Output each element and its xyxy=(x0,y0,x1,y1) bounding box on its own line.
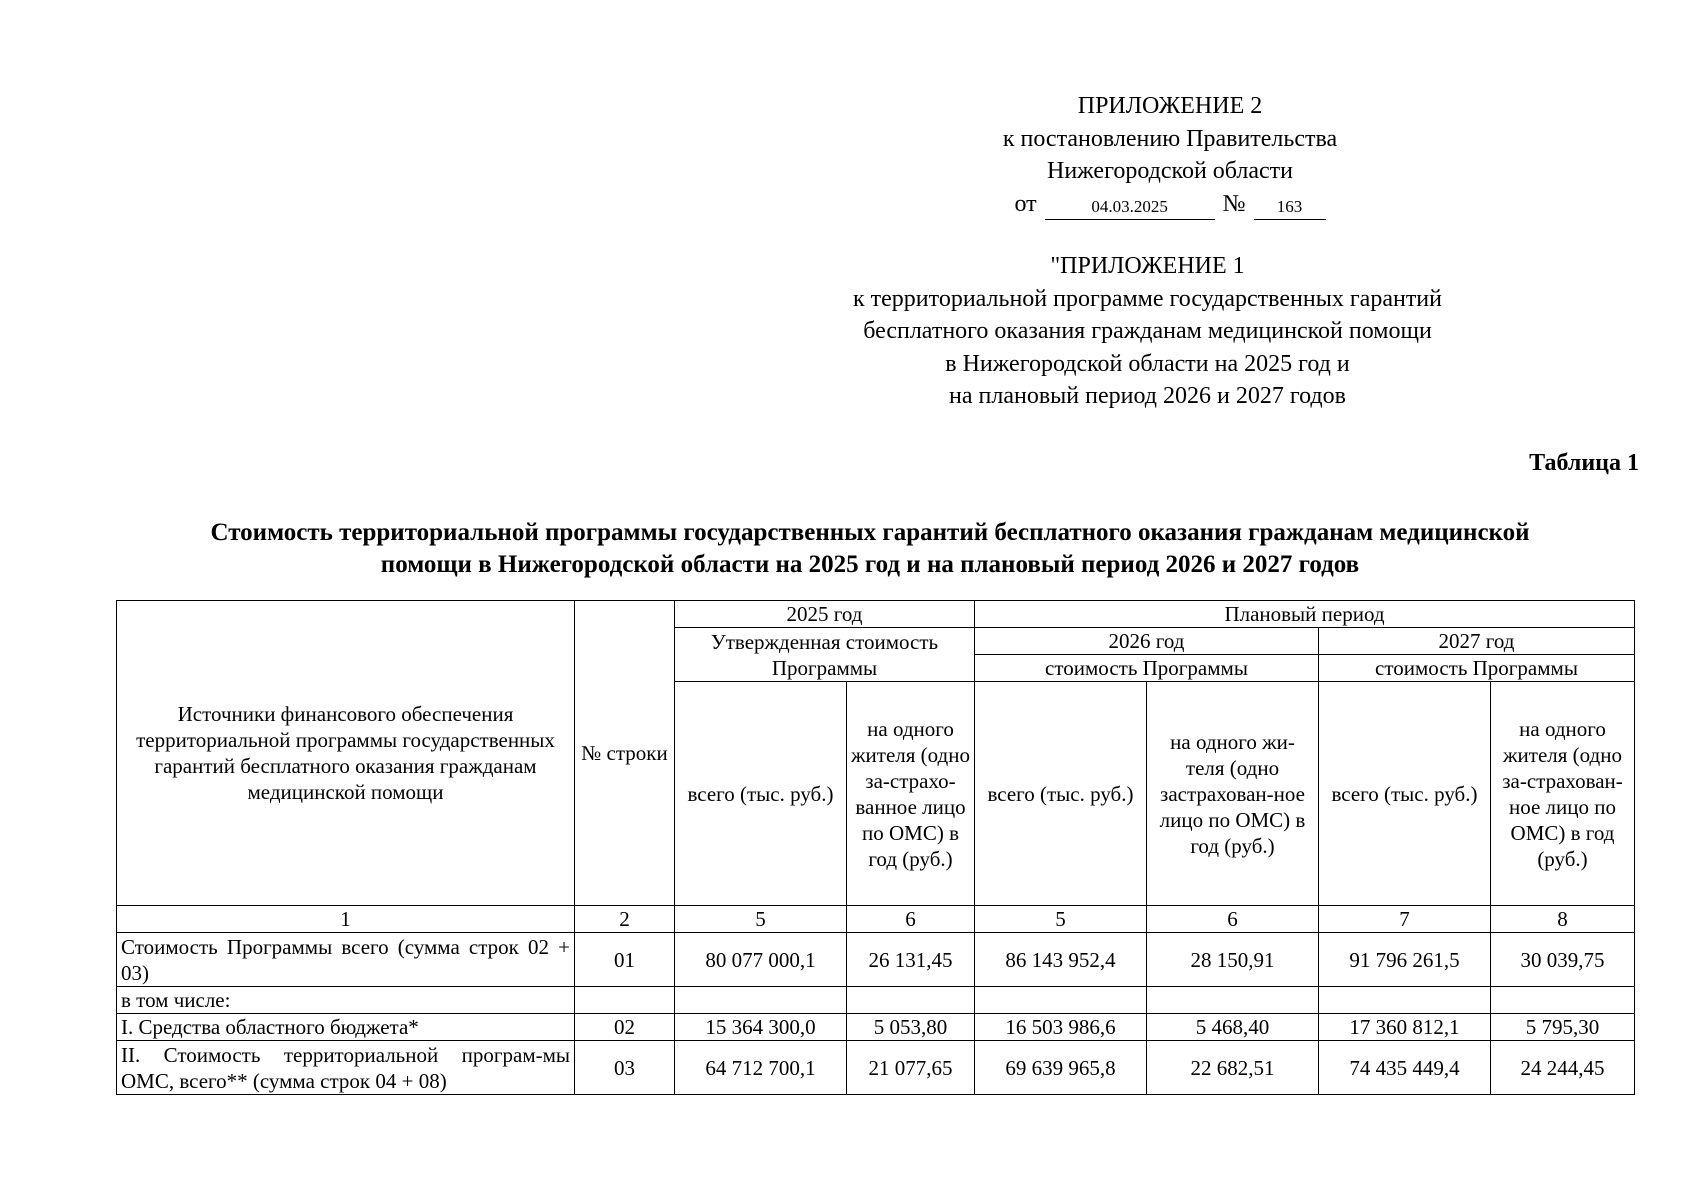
number-field xyxy=(1254,193,1326,220)
cell-value: 15 364 300,0 xyxy=(675,1014,847,1041)
table-row xyxy=(117,1014,1635,1041)
cell-value: 28 150,91 xyxy=(1147,933,1319,987)
col-number: 5 xyxy=(975,906,1147,933)
table-row xyxy=(117,987,1635,1014)
cell-value: 30 039,75 xyxy=(1491,933,1635,987)
cell-value: 74 435 449,4 xyxy=(1319,1041,1491,1095)
appendix1-line2: бесплатного оказания гражданам медицинской помощи xyxy=(863,318,1432,344)
header-year-2027: 2027 год xyxy=(1319,628,1635,655)
cell-value xyxy=(675,987,847,1014)
col-number: 7 xyxy=(1319,906,1491,933)
header-total-2027: всего (тыс. руб.) xyxy=(1319,682,1491,906)
cell-value xyxy=(847,987,975,1014)
col-number: 8 xyxy=(1491,906,1635,933)
document-title-line1: Стоимость территориальной программы государственных гарантий бесплатного оказания гражданам медицинской xyxy=(210,519,1530,546)
row-code: 03 xyxy=(575,1041,675,1095)
row-label: Стоимость Программы всего (сумма строк 02 + 03) xyxy=(117,933,575,987)
cell-value: 86 143 952,4 xyxy=(975,933,1147,987)
row-label: в том числе: xyxy=(117,987,575,1014)
appendix1-line3: в Нижегородской области на 2025 год и xyxy=(945,350,1350,377)
from-label: от xyxy=(1014,190,1037,217)
cell-value: 80 077 000,1 xyxy=(675,933,847,987)
cell-value: 26 131,45 xyxy=(847,933,975,987)
header-planned-period: Плановый период xyxy=(975,601,1635,628)
table-row xyxy=(117,933,1635,987)
header-per-capita-2026: на одного жи-теля (одно застрахован-ное лицо по ОМС) в год (руб.) xyxy=(1147,682,1319,906)
appendix1-title: "ПРИЛОЖЕНИЕ 1 xyxy=(1050,253,1245,279)
appendix2-line1: к постановлению Правительства xyxy=(1002,125,1338,152)
column-numbers-row xyxy=(117,906,1635,933)
header-program-cost-2027: стоимость Программы xyxy=(1319,655,1635,682)
header-total-2026: всего (тыс. руб.) xyxy=(975,682,1147,906)
row-label: I. Средства областного бюджета* xyxy=(117,1014,575,1041)
table-row xyxy=(117,1041,1635,1095)
col-number: 1 xyxy=(117,906,575,933)
row-label: II. Стоимость территориальной програм-мы ОМС, всего** (сумма строк 04 + 08) xyxy=(117,1041,575,1095)
header-year-2025: 2025 год xyxy=(675,601,975,628)
cell-value: 64 712 700,1 xyxy=(675,1041,847,1095)
date-field xyxy=(1045,193,1215,220)
header-row-no: № строки xyxy=(575,601,675,906)
appendix1-line1: к территориальной программе государственных гарантий xyxy=(853,285,1442,312)
col-number: 6 xyxy=(847,906,975,933)
cost-table xyxy=(116,600,1635,1095)
col-number: 6 xyxy=(1147,906,1319,933)
cell-value: 16 503 986,6 xyxy=(975,1014,1147,1041)
cell-value xyxy=(1491,987,1635,1014)
cell-value xyxy=(975,987,1147,1014)
cell-value xyxy=(1147,987,1319,1014)
cell-value: 22 682,51 xyxy=(1147,1041,1319,1095)
appendix2-line2: Нижегородской области xyxy=(1046,158,1294,184)
cell-value: 5 468,40 xyxy=(1147,1014,1319,1041)
cell-value xyxy=(1319,987,1491,1014)
appendix2-title: ПРИЛОЖЕНИЕ 2 xyxy=(1077,93,1263,119)
cell-value: 69 639 965,8 xyxy=(975,1041,1147,1095)
row-code xyxy=(575,987,675,1014)
header-per-capita-2025: на одного жителя (одно за-страхо-ванное лицо по ОМС) в год (руб.) xyxy=(847,682,975,906)
date-value: 04.03.2025 xyxy=(1091,197,1168,216)
table-label: Таблица 1 xyxy=(1529,450,1639,476)
appendix1-block xyxy=(780,250,1515,413)
col-number: 2 xyxy=(575,906,675,933)
col-number: 5 xyxy=(675,906,847,933)
document-title-line2: помощи в Нижегородской области на 2025 год и на плановый период 2026 и 2027 годов xyxy=(380,551,1360,578)
cell-value: 5 053,80 xyxy=(847,1014,975,1041)
row-code: 01 xyxy=(575,933,675,987)
appendix1-line4: на плановый период 2026 и 2027 годов xyxy=(949,383,1346,409)
number-value: 163 xyxy=(1276,197,1303,216)
number-sign: № xyxy=(1222,190,1246,217)
header-program-cost-2026: стоимость Программы xyxy=(975,655,1319,682)
cell-value: 21 077,65 xyxy=(847,1041,975,1095)
header-per-capita-2027: на одного жителя (одно за-страхован-ное лицо по ОМС) в год (руб.) xyxy=(1491,682,1635,906)
header-approved-cost: Утвержденная стоимость Программы xyxy=(675,628,975,682)
appendix2-date-row xyxy=(1014,188,1325,221)
row-code: 02 xyxy=(575,1014,675,1041)
header-sources: Источники финансового обеспечения территориальной программы государственных гарантий бесплатного оказания гражданам медицинской помощи xyxy=(117,601,575,906)
header-total-2025: всего (тыс. руб.) xyxy=(675,682,847,906)
cell-value: 91 796 261,5 xyxy=(1319,933,1491,987)
cell-value: 24 244,45 xyxy=(1491,1041,1635,1095)
cell-value: 5 795,30 xyxy=(1491,1014,1635,1041)
appendix2-block xyxy=(840,90,1500,220)
document-title xyxy=(100,517,1640,581)
cell-value: 17 360 812,1 xyxy=(1319,1014,1491,1041)
header-year-2026: 2026 год xyxy=(975,628,1319,655)
